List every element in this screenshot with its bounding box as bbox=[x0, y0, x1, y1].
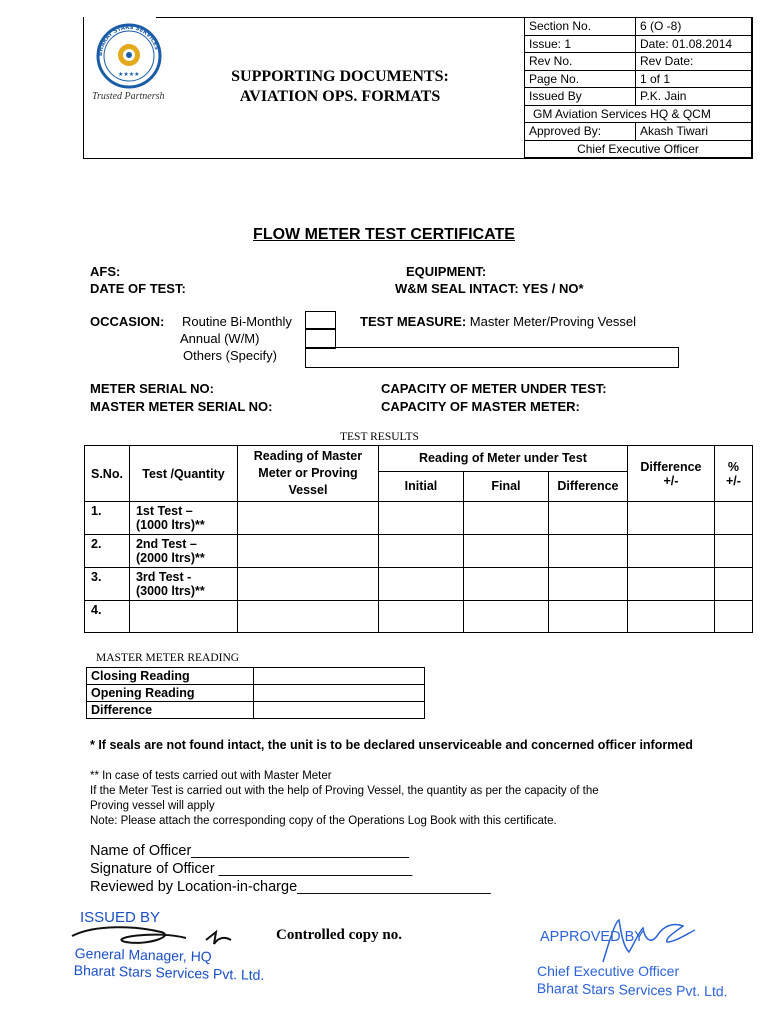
cell-diff-pm[interactable] bbox=[627, 601, 714, 633]
reviewed-by-line[interactable]: Reviewed by Location-in-charge________________________ bbox=[90, 879, 491, 895]
issued-by-company: Bharat Stars Services Pvt. Ltd. bbox=[73, 962, 265, 983]
issue-date: Date: 01.08.2014 bbox=[636, 35, 752, 53]
cell-final[interactable] bbox=[463, 601, 548, 633]
table-row bbox=[87, 668, 425, 685]
col-percent-line2: +/- bbox=[725, 473, 741, 488]
col-percent-line1: % bbox=[727, 459, 740, 474]
controlled-copy-label: Controlled copy no. bbox=[276, 927, 402, 943]
issue-label: Issue: 1 bbox=[525, 35, 636, 53]
master-reading-table bbox=[86, 667, 425, 719]
page-label: Page No. bbox=[525, 70, 636, 88]
issued-by-stamp-heading: ISSUED BY bbox=[80, 909, 161, 926]
cell-final[interactable] bbox=[463, 568, 548, 601]
cell-final[interactable] bbox=[463, 535, 548, 568]
cell-difference[interactable] bbox=[548, 568, 627, 601]
heading-line-2: AVIATION OPS. FORMATS bbox=[239, 88, 441, 105]
col-test: Test /Quantity bbox=[129, 446, 237, 502]
note-proving-vessel-2: Proving vessel will apply bbox=[90, 800, 215, 812]
approved-by-company: Bharat Stars Services Pvt. Ltd. bbox=[536, 980, 728, 1000]
row-sno: 4. bbox=[85, 601, 130, 633]
opening-reading-value[interactable] bbox=[254, 685, 425, 702]
officer-signature-line[interactable]: Signature of Officer ________________________ bbox=[90, 861, 413, 877]
cell-master[interactable] bbox=[237, 568, 378, 601]
row-test bbox=[129, 568, 237, 601]
cell-master[interactable] bbox=[237, 502, 378, 535]
row-test bbox=[129, 601, 237, 633]
capacity-master-label: CAPACITY OF MASTER METER: bbox=[381, 399, 580, 414]
approved-by-label: Approved By: bbox=[525, 123, 636, 141]
row-sno: 2. bbox=[85, 535, 130, 568]
issued-by-role: GM Aviation Services HQ & QCM bbox=[525, 105, 752, 123]
heading-line-1: SUPPORTING DOCUMENTS: bbox=[231, 68, 449, 85]
master-serial-label: MASTER METER SERIAL NO: bbox=[90, 399, 273, 414]
seal-intact-label: W&M SEAL INTACT: YES / NO* bbox=[395, 281, 584, 296]
row-test-qty: (1000 ltrs)** bbox=[135, 518, 205, 532]
table-row bbox=[85, 568, 753, 601]
col-final: Final bbox=[463, 471, 548, 501]
occasion-label: OCCASION: bbox=[90, 314, 165, 329]
col-difference-pm bbox=[627, 446, 714, 502]
document-control-table bbox=[524, 17, 752, 158]
col-initial: Initial bbox=[378, 471, 463, 501]
cell-initial[interactable] bbox=[378, 502, 463, 535]
cell-difference[interactable] bbox=[548, 535, 627, 568]
document-heading bbox=[180, 67, 500, 107]
col-percent bbox=[714, 446, 752, 502]
row-sno: 1. bbox=[85, 502, 130, 535]
row-sno: 3. bbox=[85, 568, 130, 601]
test-measure-label: TEST MEASURE: bbox=[360, 314, 467, 329]
approved-by-stamp-heading: APPROVED BY bbox=[540, 929, 644, 945]
row-test bbox=[129, 502, 237, 535]
note-master-meter: ** In case of tests carried out with Master Meter bbox=[90, 770, 332, 782]
cell-difference[interactable] bbox=[548, 502, 627, 535]
cell-master[interactable] bbox=[237, 601, 378, 633]
issued-by-value: P.K. Jain bbox=[636, 88, 752, 106]
rev-label: Rev No. bbox=[525, 53, 636, 71]
table-row bbox=[85, 502, 753, 535]
row-test-name: 3rd Test - bbox=[135, 570, 192, 584]
meter-serial-label: METER SERIAL NO: bbox=[90, 381, 214, 396]
cell-initial[interactable] bbox=[378, 535, 463, 568]
capacity-meter-label: CAPACITY OF METER UNDER TEST: bbox=[381, 381, 607, 396]
col-sno: S.No. bbox=[85, 446, 130, 502]
col-master-reading: Reading of Master Meter or Proving Vessel bbox=[237, 446, 378, 502]
row-test-name: 1st Test – bbox=[135, 504, 193, 518]
test-results-caption: TEST RESULTS bbox=[340, 431, 419, 443]
master-reading-caption: MASTER METER READING bbox=[96, 652, 240, 664]
difference-label: Difference bbox=[87, 702, 254, 719]
test-measure bbox=[360, 314, 636, 329]
page-value: 1 of 1 bbox=[636, 70, 752, 88]
equipment-label: EQUIPMENT: bbox=[406, 264, 487, 279]
approved-by-value: Akash Tiwari bbox=[636, 123, 752, 141]
col-difference: Difference bbox=[548, 471, 627, 501]
rev-date: Rev Date: bbox=[636, 53, 752, 71]
table-row bbox=[85, 535, 753, 568]
cell-master[interactable] bbox=[237, 535, 378, 568]
note-log-book: Note: Please attach the corresponding copy of the Operations Log Book with this certificate. bbox=[90, 815, 557, 827]
occasion-others: Others (Specify) bbox=[183, 348, 277, 363]
date-of-test-label: DATE OF TEST: bbox=[90, 281, 186, 296]
difference-value[interactable] bbox=[254, 702, 425, 719]
col-difference-pm-line1: Difference bbox=[640, 459, 702, 474]
svg-text:★★★★: ★★★★ bbox=[118, 71, 140, 78]
cell-percent[interactable] bbox=[714, 601, 752, 633]
seal-note: * If seals are not found intact, the unit is to be declared unserviceable and concerned officer informed bbox=[90, 738, 693, 752]
test-results-table bbox=[84, 445, 753, 633]
issued-by-role: General Manager, HQ bbox=[74, 945, 212, 965]
officer-name-line[interactable]: Name of Officer___________________________ bbox=[90, 843, 409, 859]
cell-percent[interactable] bbox=[714, 568, 752, 601]
opening-reading-label: Opening Reading bbox=[87, 685, 254, 702]
row-test-name: 2nd Test – bbox=[135, 537, 197, 551]
approved-by-role: Chief Executive Officer bbox=[525, 140, 752, 158]
cell-initial[interactable] bbox=[378, 568, 463, 601]
cell-diff-pm[interactable] bbox=[627, 535, 714, 568]
table-row bbox=[87, 702, 425, 719]
occasion-annual: Annual (W/M) bbox=[180, 331, 260, 346]
test-measure-value: Master Meter/Proving Vessel bbox=[469, 314, 636, 329]
row-test-qty: (2000 ltrs)** bbox=[135, 551, 205, 565]
table-row bbox=[85, 601, 753, 633]
closing-reading-label: Closing Reading bbox=[87, 668, 254, 685]
section-value: 6 (O -8) bbox=[636, 18, 752, 36]
row-test bbox=[129, 535, 237, 568]
cell-percent[interactable] bbox=[714, 502, 752, 535]
afs-label: AFS: bbox=[90, 264, 121, 279]
approved-by-role: Chief Executive Officer bbox=[537, 963, 680, 979]
note-proving-vessel: If the Meter Test is carried out with the help of Proving Vessel, the quantity as per the capacity of the bbox=[90, 785, 599, 797]
cell-initial[interactable] bbox=[378, 601, 463, 633]
table-row bbox=[87, 685, 425, 702]
logo-tagline: Trusted Partnersh bbox=[92, 91, 165, 102]
issued-by-label: Issued By bbox=[525, 88, 636, 106]
section-label: Section No. bbox=[525, 18, 636, 36]
svg-text:BHARAT STARS SERVICES: BHARAT STARS SERVICES bbox=[97, 24, 160, 57]
annual-checkbox[interactable] bbox=[305, 328, 336, 349]
cell-percent[interactable] bbox=[714, 535, 752, 568]
cell-diff-pm[interactable] bbox=[627, 568, 714, 601]
cell-diff-pm[interactable] bbox=[627, 502, 714, 535]
certificate-title: FLOW METER TEST CERTIFICATE bbox=[253, 226, 515, 243]
col-difference-pm-line2: +/- bbox=[663, 473, 679, 488]
closing-reading-value[interactable] bbox=[254, 668, 425, 685]
cell-difference[interactable] bbox=[548, 601, 627, 633]
col-meter-group: Reading of Meter under Test bbox=[378, 446, 627, 472]
cell-final[interactable] bbox=[463, 502, 548, 535]
others-specify-field[interactable] bbox=[305, 347, 679, 368]
row-test-qty: (3000 ltrs)** bbox=[135, 584, 205, 598]
occasion-routine: Routine Bi-Monthly bbox=[182, 314, 292, 329]
